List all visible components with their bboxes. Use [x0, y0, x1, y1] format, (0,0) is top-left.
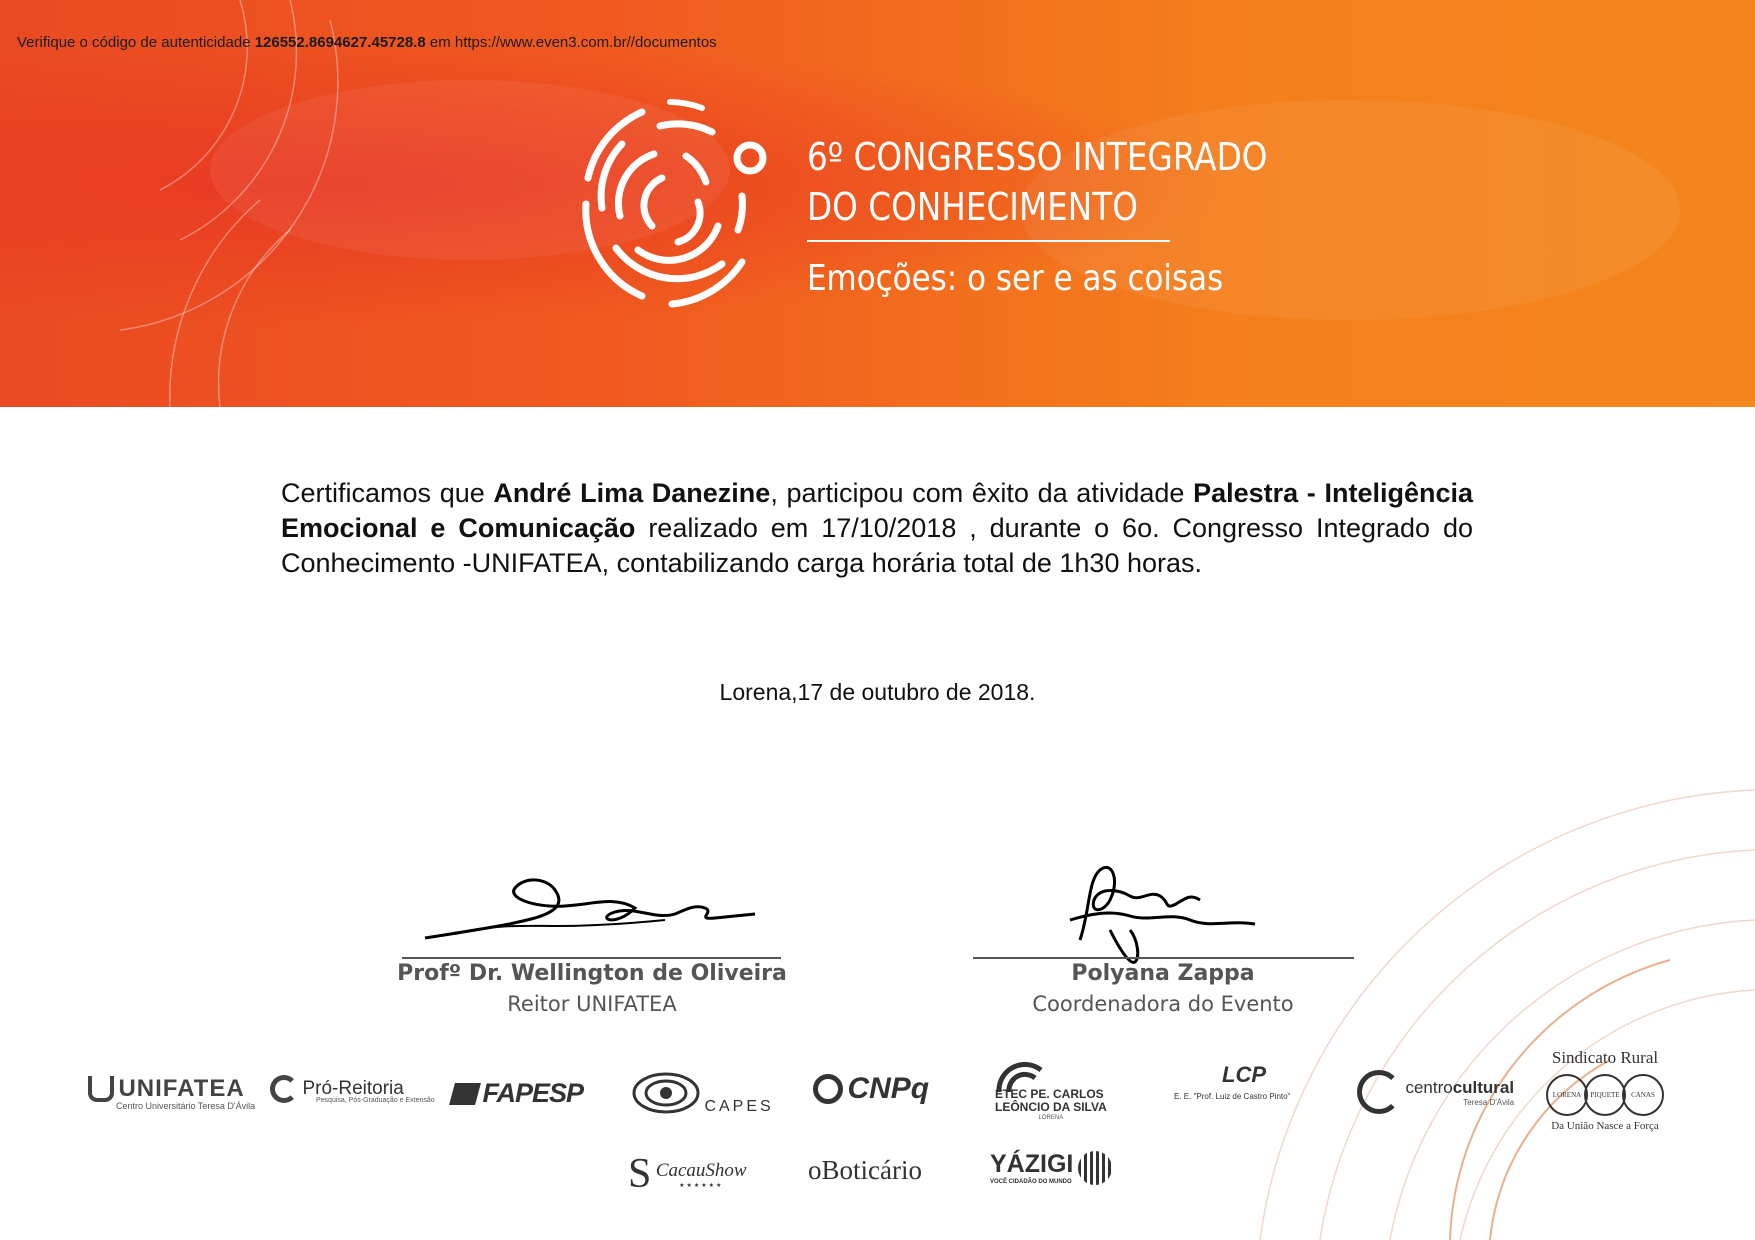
cnpq-icon: [813, 1074, 843, 1104]
logo-cnpq: CNPq: [813, 1072, 929, 1106]
signature-line-2: [973, 957, 1354, 959]
logo-o-boticario: oBoticário: [808, 1155, 922, 1185]
signature-image-1: [415, 868, 765, 948]
congress-logo-icon: [582, 98, 772, 310]
title-divider: [807, 240, 1170, 242]
certificate-text: Certificamos que André Lima Danezine, participou com êxito da atividade Palestra - Inteligência Emocional e Comunicação realizado em 17/10/2018 , durante o 6o. Congresso Integrado do Conhecimento -UNIFATEA, contabilizando carga horária total de 1h30 horas.: [281, 478, 1474, 578]
logo-capes: CAPES: [632, 1070, 774, 1116]
cacau-show-icon: S: [628, 1151, 652, 1197]
lcp-mark: LCP: [1222, 1062, 1266, 1087]
proreitoria-icon: [270, 1075, 298, 1103]
fapesp-icon: [449, 1083, 481, 1105]
place-date: Lorena,17 de outubro de 2018.: [719, 679, 1036, 705]
capes-eye-icon: [632, 1070, 700, 1116]
logo-proreitoria: Pró-Reitoria Pesquisa, Pós-Graduação e Extensão: [270, 1075, 435, 1104]
logo-cacau-show: S CacauShow ★★★★★★: [628, 1151, 747, 1197]
signatory-role-1: Reitor UNIFATEA: [507, 992, 677, 1016]
verification-text: Verifique o código de autenticidade 126552.8694627.45728.8 em https://www.even3.com.br//documentos: [17, 34, 717, 51]
header-banner: [0, 0, 1755, 407]
unifatea-icon: [88, 1076, 114, 1102]
centro-cultural-icon: [1357, 1070, 1401, 1114]
activity-name: Palestra - Inteligência Emocional e Comunicação: [281, 478, 1474, 543]
signatory-role-2: Coordenadora do Evento: [1032, 992, 1294, 1016]
signature-image-2: [1060, 850, 1280, 970]
logo-unifatea: UNIFATEA Centro Universitário Teresa D'Ávila: [88, 1075, 255, 1111]
participant-name: André Lima Danezine: [493, 478, 771, 508]
logo-ee-luiz-castro-pinto: LCP E. E. "Prof. Luiz de Castro Pinto": [1174, 1062, 1291, 1101]
yazigi-globe-icon: [1078, 1151, 1112, 1185]
event-title: 6º CONGRESSO INTEGRADO DO CONHECIMENTO: [807, 135, 1268, 229]
sindicato-rings: LORENA PIQUETE CANAS: [1540, 1074, 1670, 1116]
event-subtitle: Emoções: o ser e as coisas: [807, 258, 1224, 299]
etec-icon: [995, 1062, 1045, 1094]
signature-line-1: [402, 957, 781, 959]
logo-sindicato-rural: Sindicato Rural LORENA PIQUETE CANAS Da União Nasce a Força: [1540, 1048, 1670, 1132]
logo-fapesp: FAPESP: [452, 1078, 583, 1109]
signatory-name-1: Profº Dr. Wellington de Oliveira: [397, 961, 787, 986]
logo-etec: ETEC PE. CARLOS LEÔNCIO DA SILVA LORENA: [995, 1062, 1107, 1123]
signatory-name-2: Polyana Zappa: [1071, 961, 1255, 986]
logo-yazigi: YÁZIGI VOCÊ CIDADÃO DO MUNDO: [990, 1150, 1112, 1185]
logo-centro-cultural: centrocultural Teresa D'Ávila: [1357, 1070, 1514, 1114]
